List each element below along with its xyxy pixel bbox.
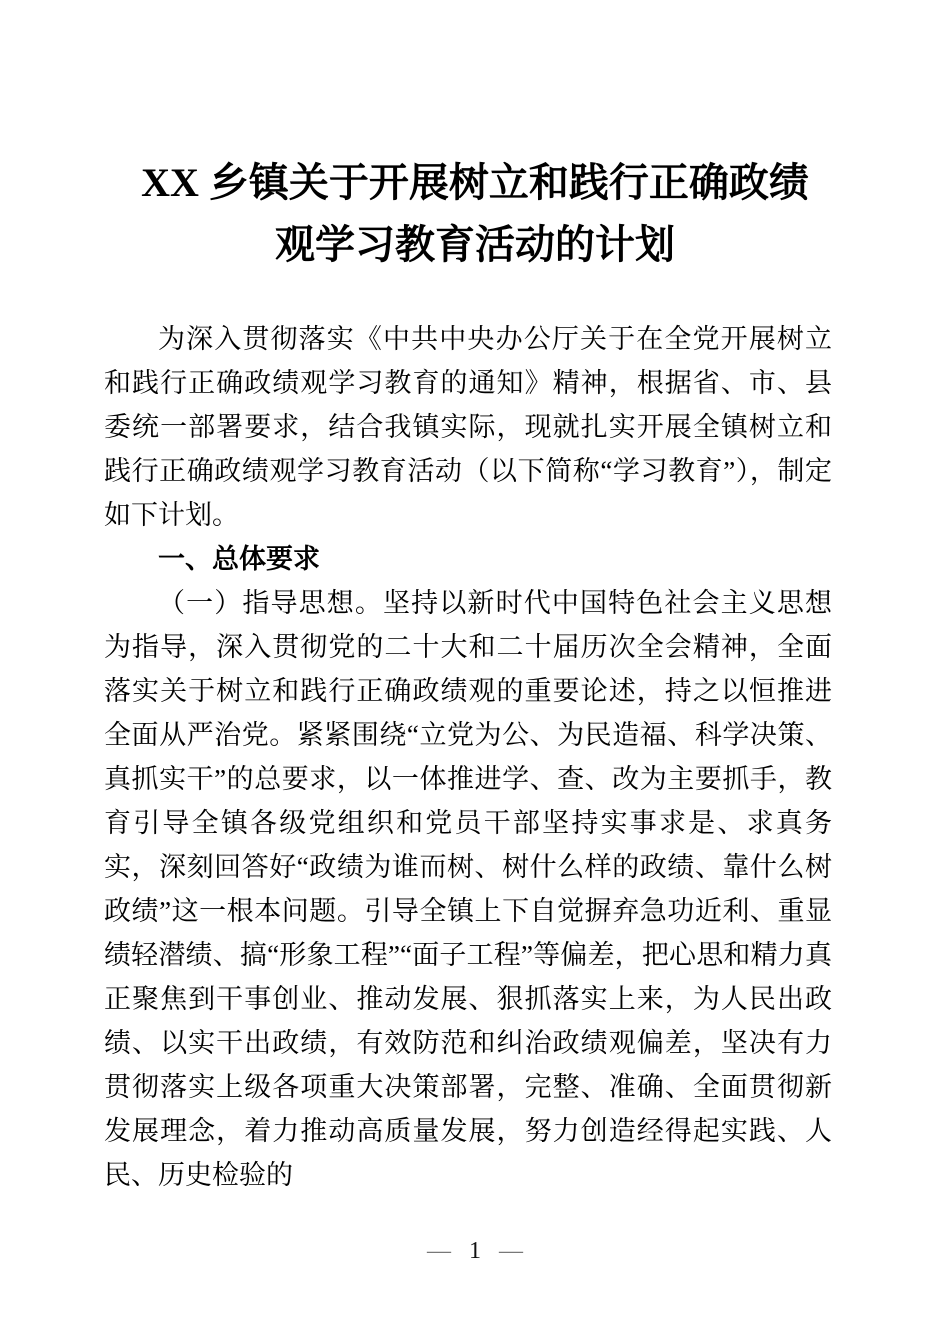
page-number-dash-right: — xyxy=(499,1238,523,1264)
page-number: 1 xyxy=(469,1238,481,1264)
document-body xyxy=(104,317,832,1197)
title-line-2: 观学习教育活动的计划 xyxy=(275,222,675,267)
page-footer xyxy=(0,1236,950,1266)
document-title xyxy=(0,152,950,276)
guiding-ideology-paragraph: （一）指导思想。坚持以新时代中国特色社会主义思想为指导，深入贯彻党的二十大和二十届历次全会精神，全面落实关于树立和践行正确政绩观的重要论述，持之以恒推进全面从严治党。紧紧围绕“立党为公、为民造福、科学决策、真抓实干”的总要求，以一体推进学、查、改为主要抓手，教育引导全镇各级党组织和党员干部坚持实事求是、求真务实，深刻回答好“政绩为谁而树、树什么样的政绩、靠什么树政绩”这一根本问题。引导全镇上下自觉摒弃急功近利、重显绩轻潜绩、搞“形象工程”“面子工程”等偏差，把心思和精力真正聚焦到干事创业、推动发展、狠抓落实上来，为人民出政绩、以实干出政绩，有效防范和纠治政绩观偏差，坚决有力贯彻落实上级各项重大决策部署，完整、准确、全面贯彻新发展理念，着力推动高质量发展，努力创造经得起实践、人民、历史检验的 xyxy=(104,588,832,1190)
title-line-1: XX 乡镇关于开展树立和践行正确政绩 xyxy=(141,160,809,205)
section-heading-overall-requirements: 一、总体要求 xyxy=(158,544,320,574)
intro-paragraph: 为深入贯彻落实《中共中央办公厅关于在全党开展树立和践行正确政绩观学习教育的通知》精神，根据省、市、县委统一部署要求，结合我镇实际，现就扎实开展全镇树立和践行正确政绩观学习教育活动（以下简称“学习教育”），制定如下计划。 xyxy=(104,324,832,530)
page-number-dash-left: — xyxy=(427,1238,451,1264)
